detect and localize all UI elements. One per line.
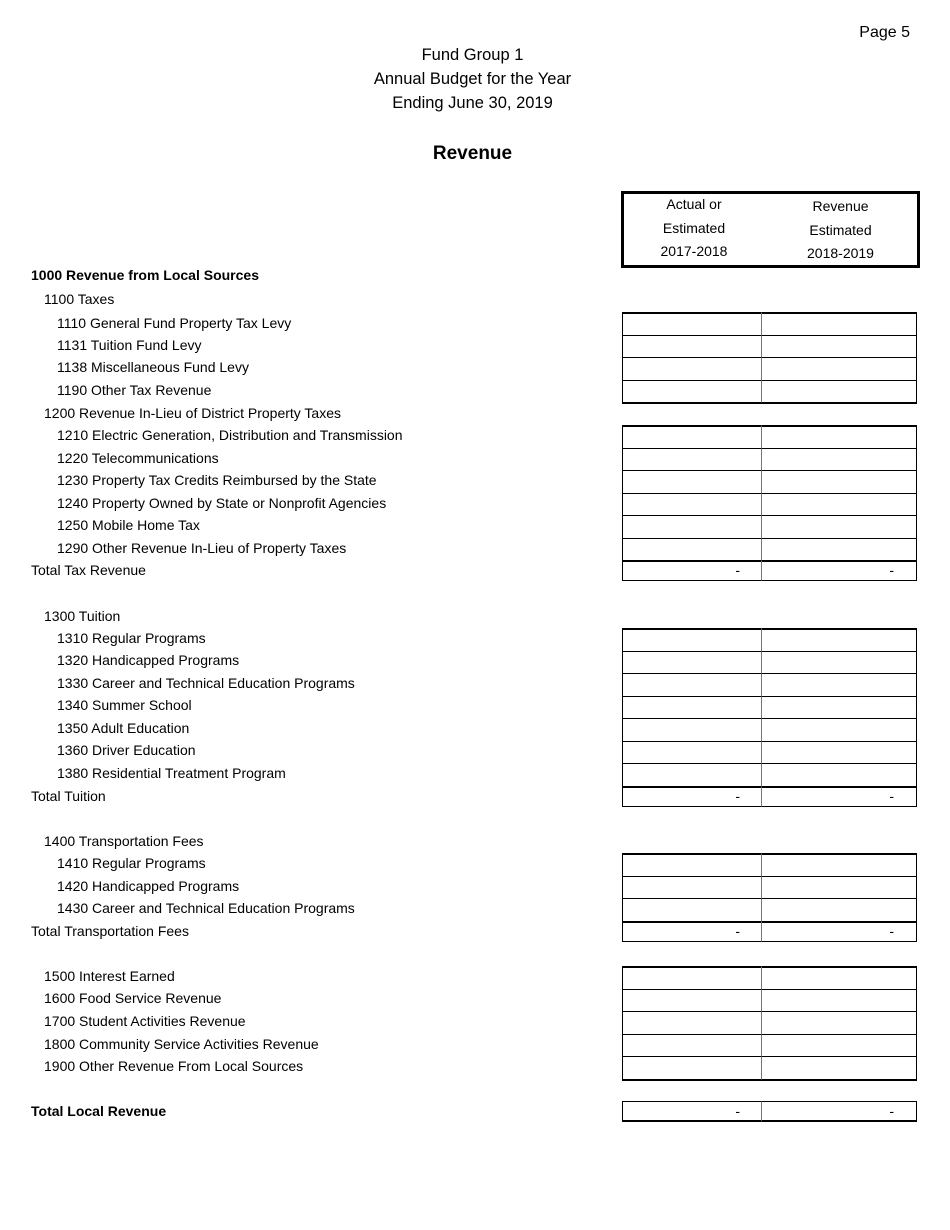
row-label-1200: 1200 Revenue In-Lieu of District Property Taxes <box>44 405 342 421</box>
actual-input-cell[interactable] <box>622 718 762 742</box>
column-header-estimated <box>764 195 917 266</box>
estimated-input-cell[interactable] <box>761 696 917 720</box>
total-transport-actual-cell <box>622 921 762 942</box>
estimated-input-cell[interactable] <box>761 425 917 449</box>
local-sources-heading: 1000 Revenue from Local Sources <box>31 267 259 283</box>
row-label-1310: 1310 Regular Programs <box>57 630 206 646</box>
actual-input-cell[interactable] <box>622 1056 762 1080</box>
total-tuition-label: Total Tuition <box>31 788 106 804</box>
total-local-actual: - <box>735 1103 740 1119</box>
actual-input-cell[interactable] <box>622 966 762 990</box>
estimated-input-cell[interactable] <box>761 628 917 652</box>
total-transport-estimated: - <box>889 923 894 939</box>
actual-input-cell[interactable] <box>622 1034 762 1058</box>
row-label-1290: 1290 Other Revenue In-Lieu of Property Taxes <box>57 540 347 556</box>
row-label-1350: 1350 Adult Education <box>57 720 190 736</box>
row-label-1330: 1330 Career and Technical Education Programs <box>57 675 355 691</box>
actual-input-cell[interactable] <box>622 515 762 539</box>
row-label-1190: 1190 Other Tax Revenue <box>57 382 212 398</box>
estimated-input-cell[interactable] <box>761 898 917 922</box>
estimated-input-cell[interactable] <box>761 853 917 877</box>
col1-line3: 2017-2018 <box>660 243 728 259</box>
row-label-1410: 1410 Regular Programs <box>57 855 206 871</box>
actual-input-cell[interactable] <box>622 312 762 336</box>
actual-input-cell[interactable] <box>622 448 762 472</box>
col2-line1: Revenue <box>812 198 869 214</box>
col2-line3: 2018-2019 <box>807 245 874 261</box>
actual-input-cell[interactable] <box>622 425 762 449</box>
estimated-input-cell[interactable] <box>761 718 917 742</box>
row-label-1430: 1430 Career and Technical Education Programs <box>57 900 355 916</box>
total-tax-actual-cell <box>622 560 762 581</box>
estimated-input-cell[interactable] <box>761 763 917 787</box>
estimated-input-cell[interactable] <box>761 312 917 336</box>
total-local-estimated-cell <box>761 1101 917 1122</box>
estimated-input-cell[interactable] <box>761 741 917 765</box>
row-label-1800: 1800 Community Service Activities Revenue <box>44 1036 319 1052</box>
row-label-1240: 1240 Property Owned by State or Nonprofit Agencies <box>57 495 387 511</box>
row-label-1131: 1131 Tuition Fund Levy <box>57 337 202 353</box>
actual-input-cell[interactable] <box>622 763 762 787</box>
estimated-input-cell[interactable] <box>761 515 917 539</box>
row-label-1300: 1300 Tuition <box>44 608 121 624</box>
column-header-box <box>621 191 920 268</box>
actual-input-cell[interactable] <box>622 335 762 359</box>
row-label-1500: 1500 Interest Earned <box>44 968 175 984</box>
row-label-1138: 1138 Miscellaneous Fund Levy <box>57 359 249 375</box>
actual-input-cell[interactable] <box>622 741 762 765</box>
estimated-input-cell[interactable] <box>761 1011 917 1035</box>
page-number: Page 5 <box>859 24 910 41</box>
estimated-input-cell[interactable] <box>761 380 917 404</box>
estimated-input-cell[interactable] <box>761 989 917 1013</box>
row-label-1220: 1220 Telecommunications <box>57 450 219 466</box>
actual-input-cell[interactable] <box>622 696 762 720</box>
actual-input-cell[interactable] <box>622 876 762 900</box>
estimated-input-cell[interactable] <box>761 470 917 494</box>
total-tuition-estimated-cell <box>761 786 917 807</box>
actual-input-cell[interactable] <box>622 1011 762 1035</box>
row-label-1340: 1340 Summer School <box>57 697 192 713</box>
column-header-actual <box>624 193 764 264</box>
estimated-input-cell[interactable] <box>761 538 917 562</box>
actual-input-cell[interactable] <box>622 989 762 1013</box>
row-label-1900: 1900 Other Revenue From Local Sources <box>44 1058 304 1074</box>
total-tuition-actual: - <box>735 788 740 804</box>
row-label-1360: 1360 Driver Education <box>57 742 196 758</box>
total-tax-actual: - <box>735 562 740 578</box>
actual-input-cell[interactable] <box>622 380 762 404</box>
row-label-1230: 1230 Property Tax Credits Reimbursed by the State <box>57 472 377 488</box>
row-label-1110: 1110 General Fund Property Tax Levy <box>57 315 292 331</box>
actual-input-cell[interactable] <box>622 357 762 381</box>
total-transport-actual: - <box>735 923 740 939</box>
estimated-input-cell[interactable] <box>761 876 917 900</box>
estimated-input-cell[interactable] <box>761 966 917 990</box>
row-label-1400: 1400 Transportation Fees <box>44 833 204 849</box>
actual-input-cell[interactable] <box>622 628 762 652</box>
actual-input-cell[interactable] <box>622 853 762 877</box>
actual-input-cell[interactable] <box>622 673 762 697</box>
row-label-1380: 1380 Residential Treatment Program <box>57 765 286 781</box>
actual-input-cell[interactable] <box>622 651 762 675</box>
fund-group-title: Fund Group 1 <box>421 46 524 64</box>
estimated-input-cell[interactable] <box>761 673 917 697</box>
total-tuition-estimated: - <box>889 788 894 804</box>
total-local-label: Total Local Revenue <box>31 1103 167 1119</box>
total-tax-estimated: - <box>889 562 894 578</box>
section-title: Revenue <box>432 143 513 164</box>
budget-title: Annual Budget for the Year <box>373 70 572 88</box>
row-label-1210: 1210 Electric Generation, Distribution and Transmission <box>57 427 403 443</box>
row-label-1420: 1420 Handicapped Programs <box>57 878 240 894</box>
estimated-input-cell[interactable] <box>761 357 917 381</box>
estimated-input-cell[interactable] <box>761 448 917 472</box>
estimated-input-cell[interactable] <box>761 335 917 359</box>
actual-input-cell[interactable] <box>622 538 762 562</box>
estimated-input-cell[interactable] <box>761 1034 917 1058</box>
total-local-actual-cell <box>622 1101 762 1122</box>
row-label-1250: 1250 Mobile Home Tax <box>57 517 200 533</box>
estimated-input-cell[interactable] <box>761 651 917 675</box>
row-label-1700: 1700 Student Activities Revenue <box>44 1013 246 1029</box>
total-transport-estimated-cell <box>761 921 917 942</box>
year-ending-title: Ending June 30, 2019 <box>392 94 553 112</box>
estimated-input-cell[interactable] <box>761 1056 917 1080</box>
col1-line1: Actual or <box>666 196 722 212</box>
actual-input-cell[interactable] <box>622 898 762 922</box>
actual-input-cell[interactable] <box>622 470 762 494</box>
taxes-heading: 1100 Taxes <box>44 291 115 307</box>
estimated-input-cell[interactable] <box>761 493 917 517</box>
total-tax-estimated-cell <box>761 560 917 581</box>
total-local-estimated: - <box>889 1103 894 1119</box>
total-transport-label: Total Transportation Fees <box>31 923 189 939</box>
row-label-1320: 1320 Handicapped Programs <box>57 652 240 668</box>
col2-line2: Estimated <box>809 221 872 238</box>
actual-input-cell[interactable] <box>622 493 762 517</box>
total-tax-label: Total Tax Revenue <box>31 562 146 578</box>
col1-line2: Estimated <box>662 219 726 236</box>
row-label-1600: 1600 Food Service Revenue <box>44 990 222 1006</box>
total-tuition-actual-cell <box>622 786 762 807</box>
